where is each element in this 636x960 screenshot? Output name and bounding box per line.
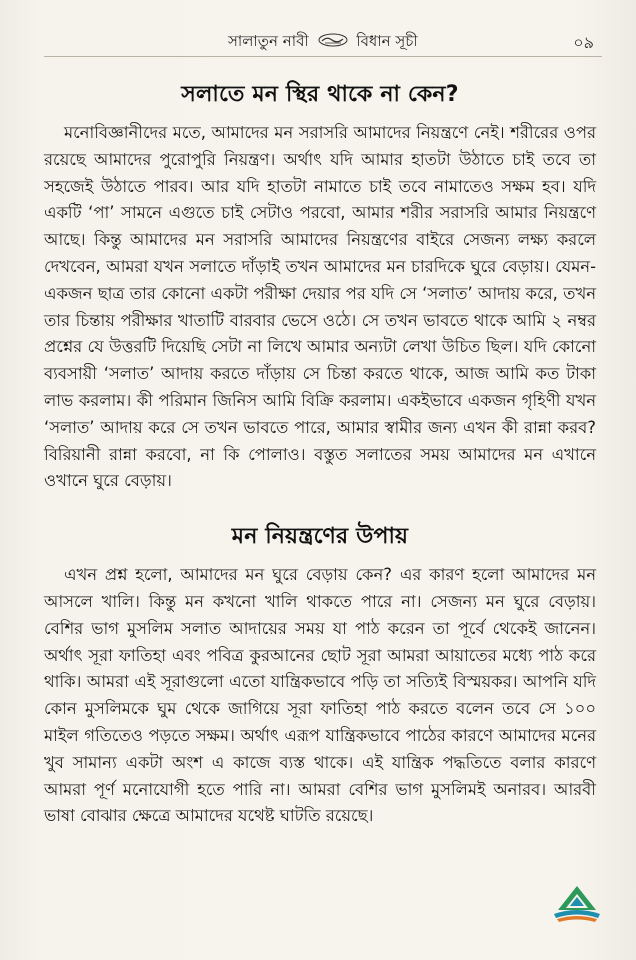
book-title-left: সালাতুন নাবী bbox=[228, 32, 309, 50]
section-body-1: মনোবিজ্ঞানীদের মতে, আমাদের মন সরাসরি আমাদের নিয়ন্ত্রণে নেই। শরীরের ওপর রয়েছে আমাদের পুরোপুরি নিয়ন্ত্রণ। অর্থাৎ যদি আমার হাতটা উঠাতে চাই তবে তা সহজেই উঠাতে পারব। আর যদি হাতটা নামাতে চাই তবে নামাতেও সক্ষম হব। যদি একটি ‘পা’ সামনে এগুতে চাই সেটাও পরবো, আমার শরীর সরাসরি আমার নিয়ন্ত্রণে আছে। কিন্তু আমাদের মন সরাসরি আমাদের নিয়ন্ত্রণের বাইরে সেজন্য লক্ষ্য করলে দেখবেন, আমরা যখন সলাতে দাঁড়াই তখন আমাদের মন চারদিকে ঘুরে বেড়ায়। যেমন- একজন ছাত্র তার কোনো একটা পরীক্ষা দেয়ার পর যদি সে ‘সলাত’ আদায় করে, তখন তার চিন্তায় পরীক্ষার খাতাটি বারবার ভেসে ওঠে। সে তখন ভাবতে থাকে আমি ২ নম্বর প্রশ্নের যে উত্তরটি দিয়েছি সেটা না লিখে আমার অন্যটা লেখা উচিত ছিল। যদি কোনো ব্যবসায়ী ‘সলাত’ আদায় করতে দাঁড়ায় সে চিন্তা করতে থাকে, আজ আমি কত টাকা লাভ করলাম। কী পরিমান জিনিস আমি বিক্রি করলাম। একইভাবে একজন গৃহিণী যখন ‘সলাত’ আদায় করে সে তখন ভাবতে পারে, আমার স্বামীর জন্য এখন কী রান্না করব? বিরিয়ানী রান্না করবো, না কি পোলাও। বস্তুত সলাতের সময় আমাদের মন এখানে ওখানে ঘুরে বেড়ায়। bbox=[44, 123, 596, 491]
book-title-right: বিধান সূচী bbox=[356, 32, 418, 50]
running-head-title bbox=[228, 30, 418, 55]
section-body-2: এখন প্রশ্ন হলো, আমাদের মন ঘুরে বেড়ায় কেন? এর কারণ হলো আমাদের মন আসলে খালি। কিন্তু মন কখনো খালি থাকতে পারে না। সেজন্য মন ঘুরে বেড়ায়। বেশির ভাগ মুসলিম সলাত আদায়ের সময় যা পাঠ করেন তা পূর্বে থেকেই জানেন। অর্থাৎ সূরা ফাতিহা এবং পবিত্র কুরআনের ছোট সূরা আমরা আয়াতের মধ্যে পাঠ করে থাকি। আমরা এই সূরাগুলো এতো যান্ত্রিকভাবে পড়ি তা সত্যিই বিস্ময়কর। আপনি যদি কোন মুসলিমকে ঘুম থেকে জাগিয়ে সূরা ফাতিহা পাঠ করতে বলেন তবে সে ১০০ মাইল গতিতেও পড়তে সক্ষম। অর্থাৎ এরূপ যান্ত্রিকভাবে পাঠের কারণে আমাদের মনের খুব সামান্য একটা অংশ এ কাজে ব্যস্ত থাকে। এই যান্ত্রিক পদ্ধতিতে বলার কারণে আমরা পূর্ণ মনোযোগী হতে পারি না। আমরা বেশির ভাগ মুসলিমই অনারব। আরবী ভাষা বোঝার ক্ষেত্রে আমাদের যথেষ্ট ঘাটতি রয়েছে। bbox=[44, 565, 596, 826]
page-number: ০৯ bbox=[573, 33, 594, 52]
book-triangle-logo-icon bbox=[548, 882, 606, 926]
section-title-2: মন নিয়ন্ত্রণের উপায় bbox=[231, 524, 409, 550]
section-title-1: সলাতে মন স্থির থাকে না কেন? bbox=[181, 82, 459, 107]
running-head bbox=[44, 0, 602, 57]
arabic-calligraphy-icon bbox=[318, 33, 348, 51]
